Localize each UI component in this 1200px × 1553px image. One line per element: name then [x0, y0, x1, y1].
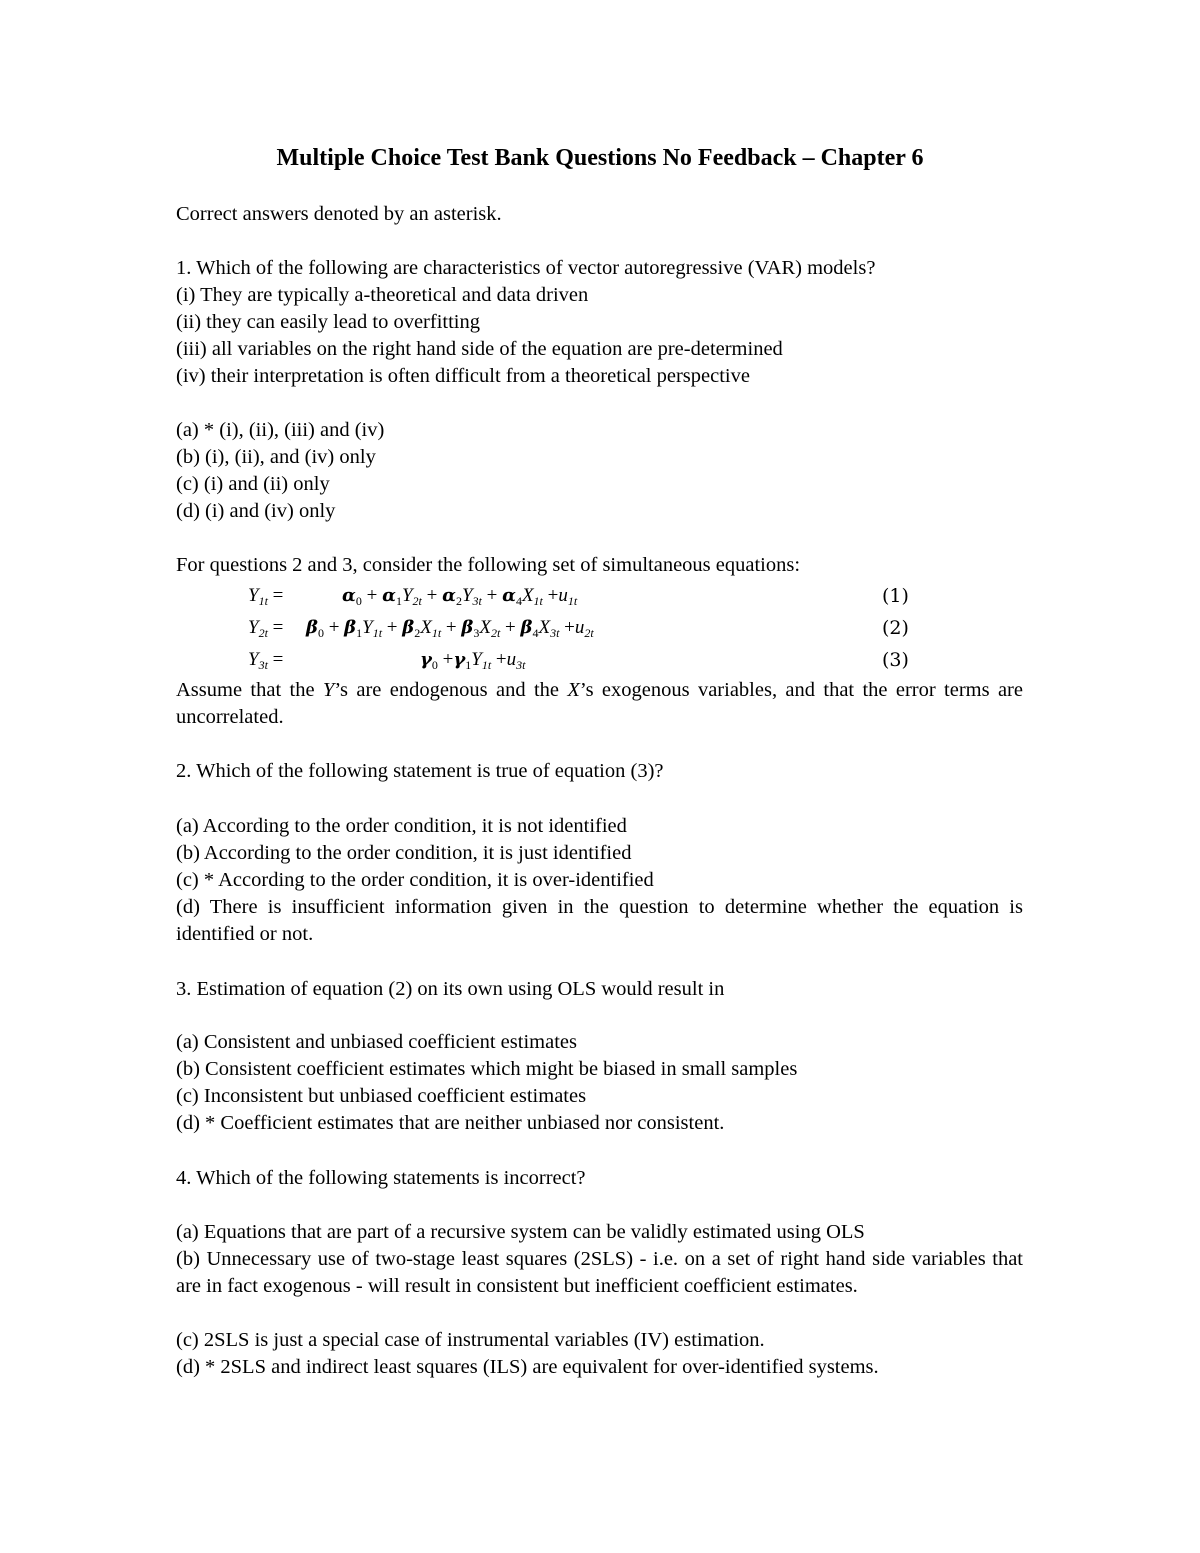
- question-2-option: (c) * According to the order condition, it is over-identified: [176, 869, 654, 891]
- equation-3-lhs: $Y_{3t}$ =: [248, 649, 284, 672]
- question-2-option: (a) According to the order condition, it is not identified: [176, 815, 627, 837]
- equation-1-rhs: $\alpha_0 + \alpha_1Y_{2t} + \alpha_2Y_{3t} + \alpha_4X_{1t} +u_{1t}$: [342, 585, 578, 608]
- equation-3-rhs: $\gamma_0 +\gamma_1Y_{1t} +u_{3t}$: [420, 649, 526, 672]
- equation-2-number: (2): [882, 617, 909, 639]
- question-1-statement: (i) They are typically a-theoretical and data driven: [176, 284, 589, 306]
- question-3-option: (b) Consistent coefficient estimates which might be biased in small samples: [176, 1058, 798, 1080]
- intro-text: Correct answers denoted by an asterisk.: [176, 203, 502, 225]
- equation-1-number: (1): [882, 585, 909, 607]
- equation-3-number: (3): [882, 649, 909, 671]
- question-3-option: (c) Inconsistent but unbiased coefficient estimates: [176, 1085, 587, 1107]
- question-3-option: (d) * Coefficient estimates that are neither unbiased nor consistent.: [176, 1112, 725, 1134]
- equation-1: [176, 581, 1026, 611]
- question-1-option: (a) * (i), (ii), (iii) and (iv): [176, 419, 385, 441]
- question-4-option: (d) * 2SLS and indirect least squares (ILS) are equivalent for over-identified systems.: [176, 1356, 879, 1378]
- equations-assumption: Assume that the Y’s are endogenous and the X’s exogenous variables, and that the error terms are uncorrelated.: [176, 679, 1023, 728]
- question-2-stem: 2. Which of the following statement is true of equation (3)?: [176, 760, 664, 782]
- question-1-statement: (iii) all variables on the right hand side of the equation are pre-determined: [176, 338, 783, 360]
- equation-2: [176, 613, 1026, 643]
- question-4-option: (c) 2SLS is just a special case of instrumental variables (IV) estimation.: [176, 1329, 765, 1351]
- question-2-option: (b) According to the order condition, it is just identified: [176, 842, 632, 864]
- question-4-option: (b) Unnecessary use of two-stage least squares (2SLS) - i.e. on a set of right hand side variables that are in fact exogenous - will result in consistent but inefficient coefficient estimates.: [176, 1248, 1023, 1297]
- page-title: Multiple Choice Test Bank Questions No Feedback – Chapter 6: [276, 145, 924, 171]
- question-4-option: (a) Equations that are part of a recursive system can be validly estimated using OLS: [176, 1221, 865, 1243]
- equation-1-lhs: $Y_{1t}$ =: [248, 585, 284, 608]
- equation-2-rhs: $\beta_0 + \beta_1Y_{1t} + \beta_2X_{1t} + \beta_3X_{2t} + \beta_4X_{3t} +u_{2t}$: [306, 617, 594, 640]
- question-2-option: (d) There is insufficient information given in the question to determine whether the equation is identified or not.: [176, 896, 1023, 945]
- question-3-stem: 3. Estimation of equation (2) on its own using OLS would result in: [176, 978, 725, 1000]
- equation-2-lhs: $Y_{2t}$ =: [248, 617, 284, 640]
- question-3-option: (a) Consistent and unbiased coefficient estimates: [176, 1031, 577, 1053]
- question-1-option: (c) (i) and (ii) only: [176, 473, 330, 495]
- question-1-stem: 1. Which of the following are characteristics of vector autoregressive (VAR) models?: [176, 257, 876, 279]
- question-1-option: (b) (i), (ii), and (iv) only: [176, 446, 376, 468]
- question-1-option: (d) (i) and (iv) only: [176, 500, 336, 522]
- equations-intro: For questions 2 and 3, consider the following set of simultaneous equations:: [176, 554, 801, 576]
- question-4-stem: 4. Which of the following statements is incorrect?: [176, 1167, 586, 1189]
- equation-3: [176, 645, 1026, 675]
- question-1-statement: (ii) they can easily lead to overfitting: [176, 311, 480, 333]
- question-1-statement: (iv) their interpretation is often difficult from a theoretical perspective: [176, 365, 750, 387]
